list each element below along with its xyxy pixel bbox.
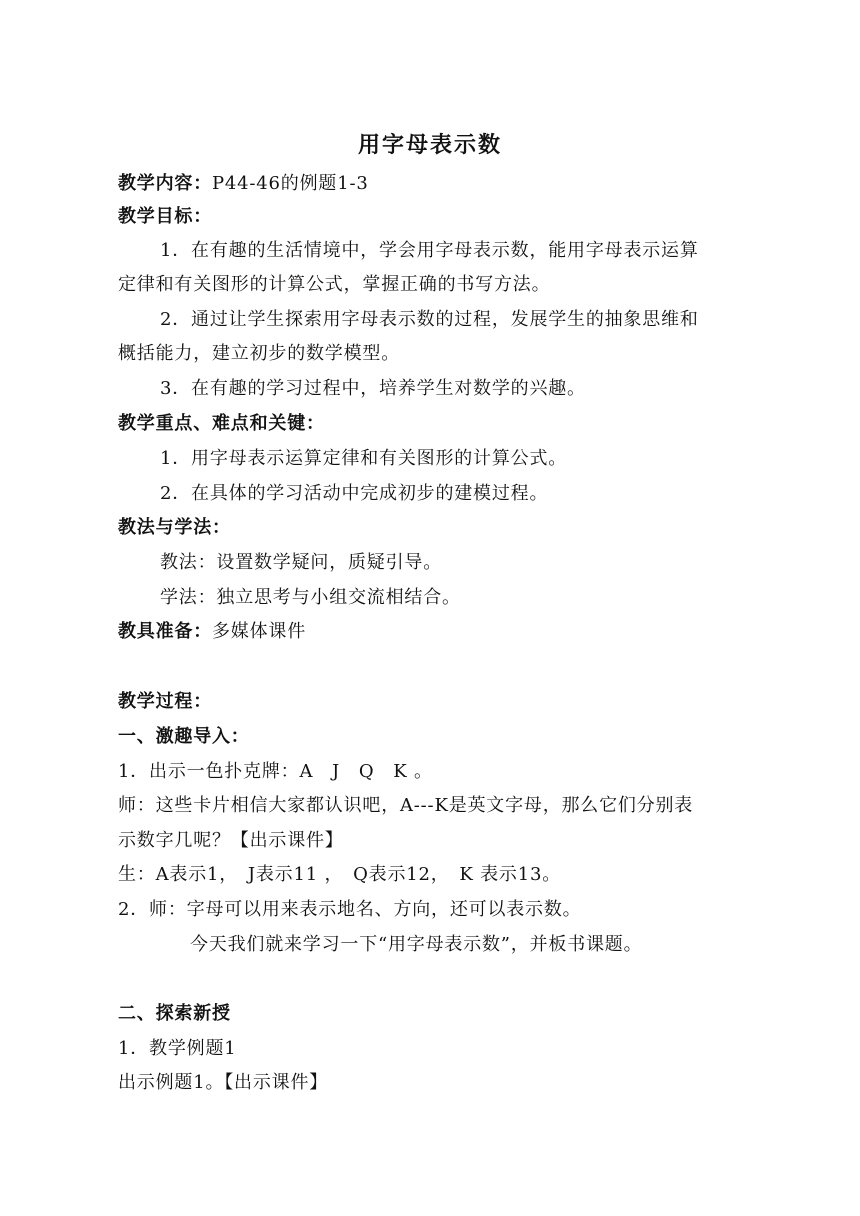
goal-2-line-1: 2．通过让学生探索用字母表示数的过程，发展学生的抽象思维和 — [160, 309, 699, 330]
key-point-1: 1．用字母表示运算定律和有关图形的计算公式。 — [160, 448, 568, 469]
teaching-tools-label: 教具准备： — [118, 621, 212, 642]
process-item-2-continued: 今天我们就来学习一下“用字母表示数”，并板书课题。 — [190, 934, 643, 955]
goal-2-line-2: 概括能力，建立初步的数学模型。 — [118, 343, 400, 364]
goal-1-line-1: 1．在有趣的生活情境中，学会用字母表示数，能用字母表示运算 — [160, 240, 699, 261]
student-answer: 生：A表示1， J表示11 ， Q表示12， K 表示13。 — [118, 864, 562, 885]
example-1-show: 出示例题1。【出示课件】 — [118, 1072, 329, 1093]
key-points-heading: 教学重点、难点和关键： — [118, 413, 325, 434]
section-1-heading: 一、激趣导入： — [118, 726, 250, 747]
process-item-1: 1．出示一色扑克牌：A J Q K 。 — [118, 761, 433, 782]
teaching-tools-line — [0, 621, 860, 643]
goal-3: 3．在有趣的学习过程中，培养学生对数学的兴趣。 — [160, 378, 586, 399]
teaching-method: 教法：设置数学疑问，质疑引导。 — [160, 552, 442, 573]
teaching-content-value: P44-46的例题1-3 — [212, 173, 369, 194]
example-1-heading: 1．教学例题1 — [118, 1038, 237, 1059]
teaching-content-label: 教学内容： — [118, 173, 212, 194]
teaching-content-line — [0, 173, 860, 195]
goal-1-line-2: 定律和有关图形的计算公式，掌握正确的书写方法。 — [118, 274, 551, 295]
teacher-question-line-1: 师：这些卡片相信大家都认识吧，A---K是英文字母，那么它们分别表 — [118, 795, 694, 816]
section-2-heading: 二、探索新授 — [118, 1003, 231, 1024]
teaching-process-heading: 教学过程： — [118, 691, 212, 712]
page-title: 用字母表示数 — [357, 132, 502, 158]
process-item-2: 2．师：字母可以用来表示地名、方向，还可以表示数。 — [118, 899, 582, 920]
teacher-question-line-2: 示数字几呢？【出示课件】 — [118, 830, 344, 851]
teaching-tools-value: 多媒体课件 — [212, 621, 306, 642]
methods-heading: 教法与学法： — [118, 517, 231, 538]
key-point-2: 2．在具体的学习活动中完成初步的建模过程。 — [160, 483, 549, 504]
learning-method: 学法：独立思考与小组交流相结合。 — [160, 587, 461, 608]
teaching-goals-heading: 教学目标： — [118, 206, 212, 227]
